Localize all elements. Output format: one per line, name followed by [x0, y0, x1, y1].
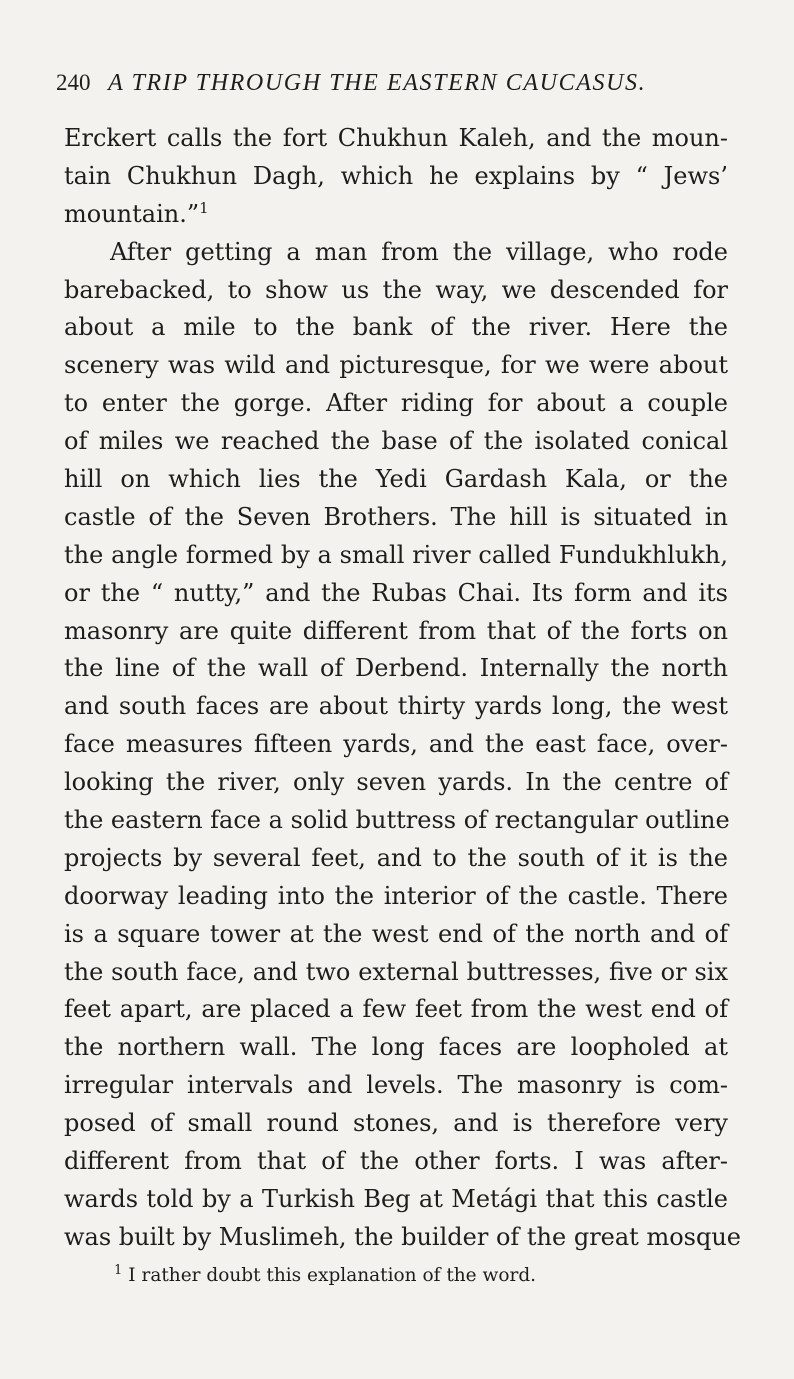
- text-line: masonry are quite different from that of the forts on: [64, 616, 728, 645]
- text-line: about a mile to the bank of the river. Here the: [64, 313, 728, 342]
- text-line: [64, 196, 728, 234]
- text-line: of miles we reached the base of the isolated conical: [64, 427, 728, 456]
- text-line: the angle formed by a small river called Fundukhlukh,: [64, 540, 728, 569]
- text-line: posed of small round stones, and is therefore very: [64, 1109, 728, 1138]
- footnote-reference: 1: [199, 198, 209, 217]
- text-line: the line of the wall of Derbend. Internally the north: [64, 654, 728, 683]
- running-title: A TRIP THROUGH THE EASTERN CAUCASUS.: [108, 70, 647, 96]
- text-line: the northern wall. The long faces are loopholed at: [64, 1033, 728, 1062]
- text-line: doorway leading into the interior of the castle. There: [64, 881, 728, 910]
- text-line: wards told by a Turkish Beg at Metági that this castle: [64, 1184, 728, 1213]
- text-line: looking the river, only seven yards. In the centre of: [64, 768, 728, 797]
- text-line: scenery was wild and picturesque, for we were about: [64, 351, 728, 380]
- text-line: After getting a man from the village, who rode: [110, 237, 728, 266]
- body-text: [64, 120, 742, 1257]
- footnote-text: I rather doubt this explanation of the word.: [128, 1265, 537, 1286]
- text-line: to enter the gorge. After riding for about a couple: [64, 389, 728, 418]
- page-number: 240: [56, 70, 91, 95]
- text-line: or the “ nutty,” and the Rubas Chai. Its form and its: [64, 578, 728, 607]
- text-line: hill on which lies the Yedi Gardash Kala, or the: [64, 465, 728, 494]
- text-line-content: mountain.”: [64, 199, 200, 228]
- text-line: projects by several feet, and to the south of it is the: [64, 843, 728, 872]
- footnote: [114, 1261, 674, 1291]
- text-line: feet apart, are placed a few feet from the west end of: [64, 995, 728, 1024]
- text-line: Erckert calls the fort Chukhun Kaleh, and the moun-: [64, 124, 728, 152]
- text-line: irregular intervals and levels. The masonry is com-: [64, 1071, 728, 1100]
- text-line: was built by Muslimeh, the builder of the great mosque: [64, 1222, 742, 1251]
- text-line: is a square tower at the west end of the north and of: [64, 919, 728, 948]
- text-line: different from that of the other forts. I was after-: [64, 1147, 728, 1176]
- text-line: and south faces are about thirty yards long, the west: [64, 692, 728, 721]
- text-line: barebacked, to show us the way, we descended for: [64, 275, 728, 304]
- text-line: the eastern face a solid buttress of rectangular outline: [64, 806, 730, 835]
- text-line: tain Chukhun Dagh, which he explains by “ Jews’: [64, 161, 728, 190]
- footnote-marker: 1: [114, 1262, 123, 1278]
- text-line: castle of the Seven Brothers. The hill is situated in: [64, 502, 728, 531]
- running-header: [56, 64, 706, 100]
- text-line: face measures fifteen yards, and the east face, over-: [64, 730, 728, 759]
- text-line: the south face, and two external buttresses, five or six: [64, 957, 728, 986]
